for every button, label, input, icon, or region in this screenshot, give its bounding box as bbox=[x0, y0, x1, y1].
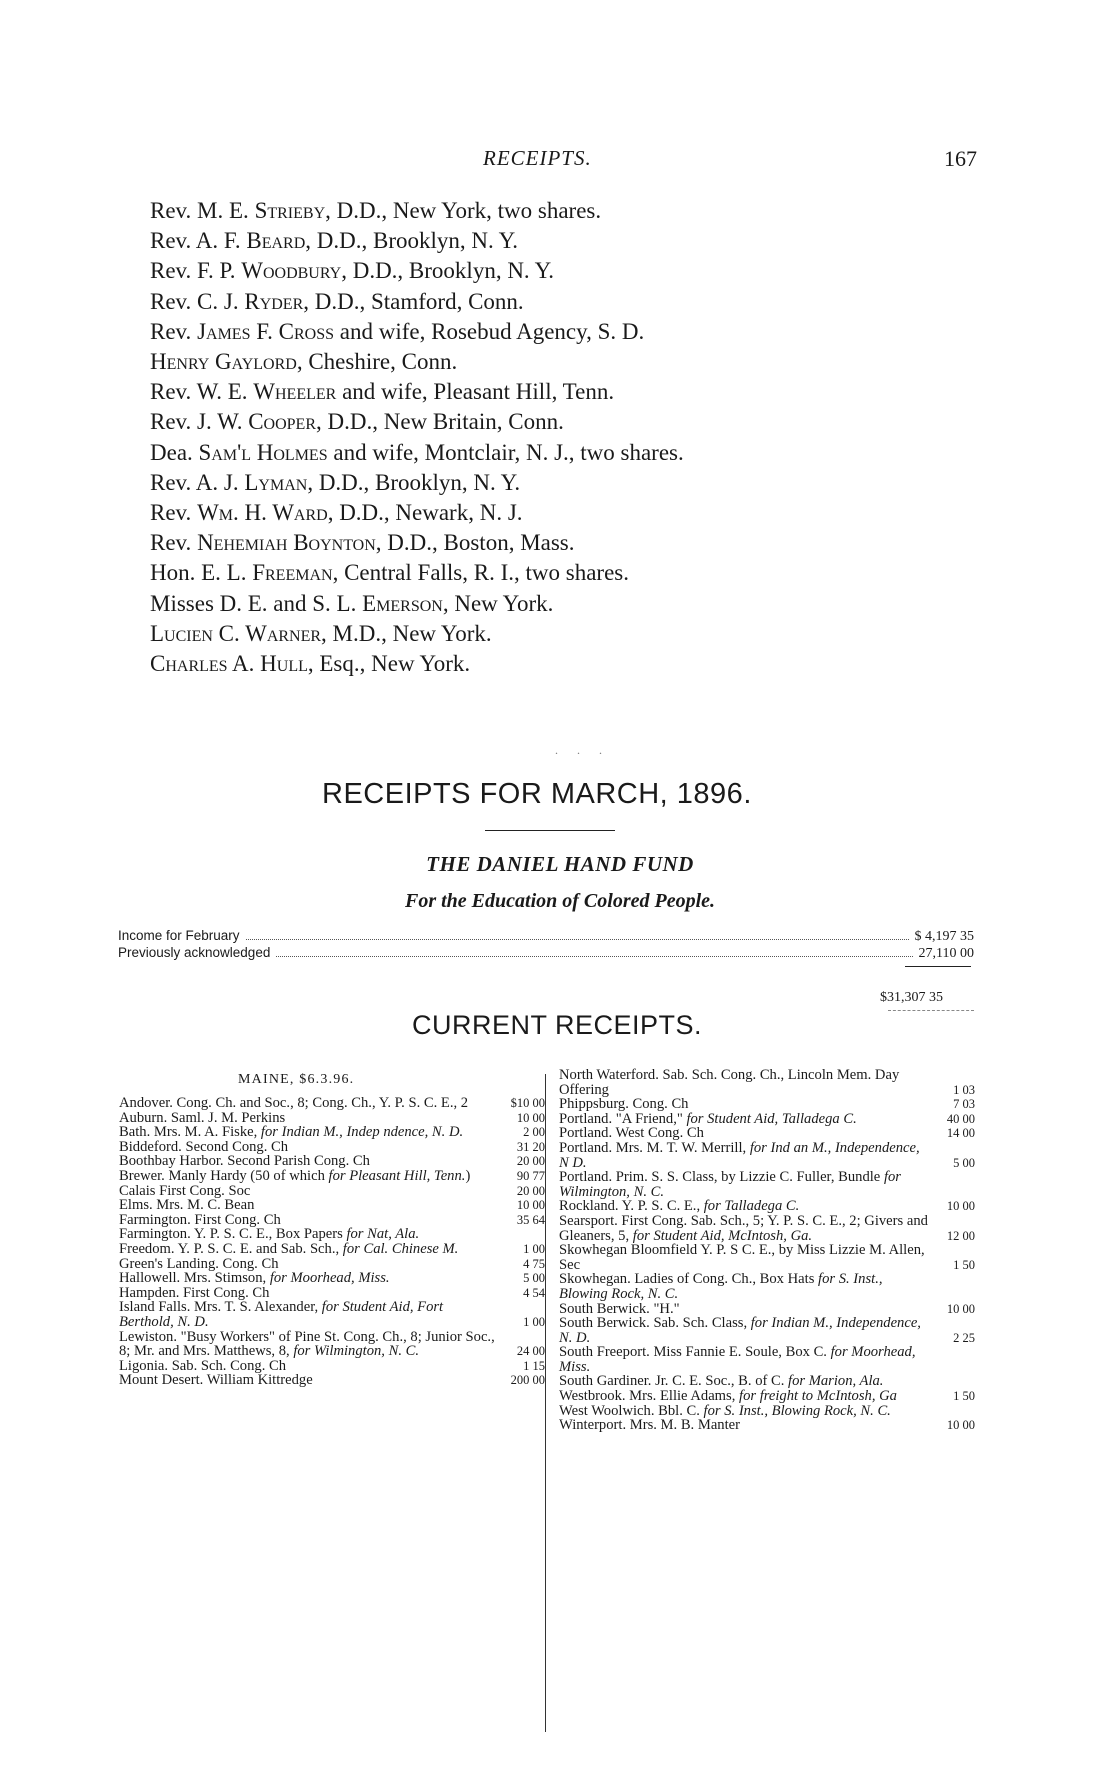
donor-line bbox=[150, 649, 1050, 679]
receipt-donor: Rockland. Y. P. S. C. E., bbox=[559, 1198, 704, 1215]
leader-dots bbox=[246, 929, 909, 940]
receipt-amount: 40 00 bbox=[946, 1111, 975, 1126]
receipt-text bbox=[119, 1330, 495, 1359]
receipt-text bbox=[559, 1418, 931, 1433]
receipt-amount: 1 00 bbox=[523, 1314, 545, 1329]
receipt-entry bbox=[119, 1213, 545, 1228]
donor-line bbox=[150, 528, 1050, 558]
receipt-entry bbox=[119, 1227, 545, 1242]
receipt-donor: Hallowell. Mrs. Stimson, bbox=[119, 1270, 270, 1287]
receipt-donor: Phippsburg. Cong. Ch bbox=[559, 1096, 689, 1113]
donor-name: Wm. H. Ward bbox=[197, 500, 328, 526]
receipt-amount: 1 50 bbox=[953, 1389, 975, 1404]
donor-line bbox=[150, 468, 1050, 498]
receipt-donor: Skowhegan. Ladies of Cong. Ch., Box Hats bbox=[559, 1271, 819, 1288]
receipt-amount: 1 03 bbox=[953, 1082, 975, 1097]
receipt-text bbox=[559, 1068, 931, 1097]
receipt-donor: Ligonia. Sab. Sch. Cong. Ch bbox=[119, 1357, 287, 1374]
receipt-entry bbox=[559, 1418, 975, 1433]
receipt-donor: Auburn. Saml. J. M. Perkins bbox=[119, 1109, 286, 1126]
divider bbox=[485, 830, 615, 831]
receipt-entry bbox=[559, 1170, 975, 1199]
receipt-donor: South Gardiner. Jr. C. E. Soc., B. of C. bbox=[559, 1373, 789, 1390]
state-heading: MAINE, $6.3.96. bbox=[238, 1072, 355, 1087]
receipt-amount: 5 00 bbox=[953, 1155, 975, 1170]
receipt-amount: 10 00 bbox=[946, 1199, 975, 1214]
receipt-text bbox=[559, 1243, 931, 1272]
previous-label: Previously acknowledged bbox=[118, 945, 271, 960]
receipt-text bbox=[119, 1111, 495, 1126]
fund-ledger bbox=[118, 928, 974, 962]
receipt-amount: 31 20 bbox=[516, 1139, 545, 1154]
receipt-donor: Andover. Cong. Ch. and Soc., 8; Cong. Ch., Y. P. S. C. E., 2 bbox=[119, 1095, 469, 1111]
receipt-donor: Mount Desert. William Kittredge bbox=[119, 1372, 313, 1389]
receipt-text bbox=[119, 1300, 495, 1329]
receipt-text bbox=[559, 1374, 931, 1389]
receipt-amount: 1 15 bbox=[523, 1358, 545, 1373]
sum-rule bbox=[905, 966, 971, 967]
receipt-text bbox=[559, 1302, 931, 1317]
receipt-text bbox=[559, 1097, 931, 1112]
donor-details: , Esq., New York. bbox=[307, 651, 471, 677]
receipt-text bbox=[559, 1214, 931, 1243]
receipt-amount: 24 00 bbox=[516, 1344, 545, 1359]
receipt-entry bbox=[119, 1330, 545, 1359]
donor-title: Misses D. E. and S. L. bbox=[150, 590, 363, 616]
donor-name: Freeman bbox=[252, 560, 333, 586]
receipt-donor: Portland. Prim. S. S. Class, by Lizzie C. Fuller, Bundle bbox=[559, 1169, 884, 1186]
receipt-donor: Bath. Mrs. M. A. Fiske, bbox=[119, 1124, 261, 1141]
running-title: RECEIPTS. bbox=[483, 146, 592, 170]
receipt-amount: 4 75 bbox=[523, 1256, 545, 1271]
donor-details: , D.D., New York, two shares. bbox=[325, 198, 602, 223]
receipt-donor: Brewer. Manly Hardy (50 of which bbox=[119, 1167, 329, 1184]
receipt-designation: for Wilmington, N. C. bbox=[293, 1343, 419, 1360]
donor-line bbox=[150, 196, 1050, 226]
donor-details: , D.D., New Britain, Conn. bbox=[316, 409, 564, 435]
receipt-text bbox=[119, 1125, 495, 1140]
receipt-donor: Lewiston. "Busy Workers" of Pine St. Cong. Ch., 8; Junior Soc., 8; Mr. and Mrs. Matthews, 8, bbox=[119, 1328, 495, 1360]
column-divider bbox=[545, 1074, 546, 1732]
donor-title: Rev. W. E. bbox=[150, 379, 254, 405]
receipt-entry bbox=[119, 1096, 545, 1111]
receipt-entry bbox=[119, 1184, 545, 1199]
donor-details: and wife, Montclair, N. J., two shares. bbox=[327, 439, 684, 465]
receipt-entry bbox=[119, 1373, 545, 1388]
donor-title: Rev. F. P. bbox=[150, 258, 242, 284]
donor-title: Rev. A. F. bbox=[150, 228, 247, 254]
receipt-donor: Portland. West Cong. Ch bbox=[559, 1125, 704, 1142]
running-header bbox=[0, 146, 1120, 176]
donor-details: , D.D., Brooklyn, N. Y. bbox=[305, 228, 519, 254]
receipt-text bbox=[119, 1373, 495, 1388]
receipt-entry bbox=[559, 1068, 975, 1097]
receipt-text bbox=[119, 1359, 495, 1374]
donor-details: , Central Falls, R. I., two shares. bbox=[332, 560, 629, 586]
receipt-designation: for Indian M., Indep ndence, N. D. bbox=[260, 1124, 464, 1141]
donor-name: Charles A. Hull bbox=[150, 651, 308, 677]
receipt-designation: for Moorhead, Miss. bbox=[269, 1270, 390, 1287]
receipt-designation: for freight to McIntosh, Ga bbox=[739, 1388, 897, 1405]
donor-line bbox=[150, 407, 1050, 437]
fund-total: $31,307 35 bbox=[880, 990, 943, 1005]
receipts-right-column bbox=[559, 1068, 975, 1433]
receipt-text bbox=[559, 1170, 931, 1199]
receipt-amount: 12 00 bbox=[946, 1228, 975, 1243]
receipt-amount: 2 00 bbox=[523, 1125, 545, 1140]
receipt-entry bbox=[559, 1112, 975, 1127]
donor-details: and wife, Rosebud Agency, S. D. bbox=[334, 318, 645, 344]
receipt-text bbox=[119, 1242, 495, 1257]
receipt-entry bbox=[119, 1286, 545, 1301]
donor-line bbox=[150, 498, 1050, 528]
receipt-entry bbox=[119, 1169, 545, 1184]
receipt-designation: for Nat, Ala. bbox=[346, 1226, 420, 1243]
donor-name: Lucien C. Warner bbox=[150, 620, 322, 646]
donor-line bbox=[150, 256, 1050, 286]
receipt-donor: Portland. Mrs. M. T. W. Merrill, bbox=[559, 1139, 750, 1156]
receipt-text bbox=[559, 1199, 931, 1214]
total-rule bbox=[888, 1010, 974, 1012]
receipt-text bbox=[119, 1286, 495, 1301]
receipt-text bbox=[119, 1213, 495, 1228]
donor-title: Rev. M. E. bbox=[150, 198, 255, 223]
donor-line bbox=[150, 287, 1050, 317]
donor-details: , M.D., New York. bbox=[321, 620, 492, 646]
receipt-designation: for Pleasant Hill, Tenn. bbox=[328, 1167, 466, 1184]
receipt-designation: for Marion, Ala. bbox=[788, 1373, 884, 1390]
donor-title: Rev. bbox=[150, 500, 198, 526]
donor-name: Beard bbox=[246, 228, 306, 254]
receipt-donor: Farmington. First Cong. Ch bbox=[119, 1211, 281, 1228]
donor-name: Emerson bbox=[362, 590, 443, 616]
receipt-text bbox=[559, 1126, 931, 1141]
receipt-entry bbox=[559, 1141, 975, 1170]
income-amount: $ 4,197 35 bbox=[914, 929, 974, 944]
receipt-amount: 4 54 bbox=[523, 1285, 545, 1300]
donor-title: Rev. C. J. bbox=[150, 288, 245, 314]
receipt-text bbox=[119, 1169, 495, 1184]
donor-line bbox=[150, 226, 1050, 256]
receipt-text bbox=[119, 1257, 495, 1272]
section-ornament: . . . bbox=[555, 743, 610, 757]
receipt-entry bbox=[559, 1389, 975, 1404]
receipt-entry bbox=[559, 1302, 975, 1317]
donor-name: Henry Gaylord bbox=[150, 349, 297, 375]
ledger-row-income bbox=[118, 928, 974, 945]
receipt-donor: Westbrook. Mrs. Ellie Adams, bbox=[559, 1388, 740, 1405]
donor-name: Strieby bbox=[254, 198, 326, 223]
receipt-text bbox=[119, 1271, 495, 1286]
donor-list bbox=[150, 196, 1050, 679]
receipt-entry bbox=[119, 1271, 545, 1286]
donor-line bbox=[150, 347, 1050, 377]
receipt-donor: Calais First Cong. Soc bbox=[119, 1182, 251, 1199]
receipt-entry bbox=[559, 1243, 975, 1272]
receipt-amount: 200 00 bbox=[510, 1373, 545, 1388]
donor-name: Ryder bbox=[244, 288, 304, 314]
donor-line bbox=[150, 558, 1050, 588]
page-number: 167 bbox=[944, 146, 977, 171]
receipt-donor: Elms. Mrs. M. C. Bean bbox=[119, 1197, 255, 1214]
donor-line bbox=[150, 317, 1050, 347]
receipt-donor: South Berwick. Sab. Sch. Class, bbox=[559, 1315, 751, 1332]
receipt-text bbox=[559, 1272, 931, 1301]
receipt-entry bbox=[559, 1404, 975, 1419]
receipt-donor: Winterport. Mrs. M. B. Manter bbox=[559, 1417, 740, 1434]
donor-title: Rev. bbox=[150, 318, 198, 344]
receipt-entry bbox=[119, 1140, 545, 1155]
receipt-donor: Island Falls. Mrs. T. S. Alexander, bbox=[119, 1299, 322, 1316]
current-receipts-title: CURRENT RECEIPTS. bbox=[412, 1010, 703, 1040]
receipt-entry bbox=[119, 1257, 545, 1272]
donor-name: Woodbury bbox=[241, 258, 342, 284]
receipt-text bbox=[119, 1198, 495, 1213]
donor-details: , Cheshire, Conn. bbox=[296, 349, 458, 375]
receipt-designation: for Indian M., Independence, N. D. bbox=[559, 1315, 921, 1346]
receipt-text bbox=[119, 1184, 495, 1199]
fund-subtitle: For the Education of Colored People. bbox=[405, 890, 715, 912]
receipt-text bbox=[559, 1345, 931, 1374]
receipt-donor: South Freeport. Miss Fannie E. Soule, Box C. bbox=[559, 1344, 831, 1361]
receipt-designation: for Talladega C. bbox=[703, 1198, 800, 1215]
receipt-entry bbox=[119, 1154, 545, 1169]
receipt-text bbox=[119, 1140, 495, 1155]
receipt-amount: 20 00 bbox=[516, 1154, 545, 1169]
donor-name: Wheeler bbox=[253, 379, 337, 405]
donor-title: Rev. bbox=[150, 530, 198, 556]
receipt-amount: 1 00 bbox=[523, 1241, 545, 1256]
receipt-amount: 5 00 bbox=[523, 1271, 545, 1286]
donor-details: , D.D., Stamford, Conn. bbox=[303, 288, 524, 314]
donor-details: , D.D., Brooklyn, N. Y. bbox=[341, 258, 554, 284]
receipt-entry bbox=[559, 1316, 975, 1345]
receipt-entry bbox=[119, 1198, 545, 1213]
receipt-amount: 90 77 bbox=[516, 1168, 545, 1183]
donor-title: Rev. A. J. bbox=[150, 469, 245, 495]
receipt-text bbox=[119, 1154, 495, 1169]
donor-name: James F. Cross bbox=[197, 318, 335, 344]
receipt-text bbox=[559, 1112, 931, 1127]
receipt-entry bbox=[559, 1345, 975, 1374]
receipt-donor: West Woolwich. Bbl. C. bbox=[559, 1402, 704, 1419]
receipt-designation: for Cal. Chinese M. bbox=[342, 1240, 459, 1257]
donor-title: Rev. J. W. bbox=[150, 409, 249, 435]
donor-line bbox=[150, 619, 1050, 649]
receipt-amount: $10 00 bbox=[510, 1096, 545, 1110]
receipt-designation: for S. Inst., Blowing Rock, N. C. bbox=[559, 1271, 883, 1302]
receipt-text bbox=[559, 1404, 931, 1419]
receipt-text bbox=[559, 1389, 931, 1404]
receipt-suffix: ) bbox=[465, 1167, 471, 1184]
receipt-amount: 10 00 bbox=[946, 1301, 975, 1316]
receipt-amount: 1 50 bbox=[953, 1257, 975, 1272]
receipt-designation: for Student Aid, Fort Berthold, N. D. bbox=[119, 1299, 444, 1330]
leader-dots bbox=[276, 946, 912, 957]
receipt-donor: Boothbay Harbor. Second Parish Cong. Ch bbox=[119, 1153, 370, 1170]
receipt-donor: Searsport. First Cong. Sab. Sch., 5; Y. P. S. C. E., 2; Givers and Gleaners, 5, bbox=[559, 1212, 928, 1244]
receipt-amount: 10 00 bbox=[516, 1198, 545, 1213]
receipt-donor: Farmington. Y. P. S. C. E., Box Papers bbox=[119, 1226, 347, 1243]
receipt-donor: Hampden. First Cong. Ch bbox=[119, 1284, 270, 1301]
receipt-amount: 14 00 bbox=[946, 1126, 975, 1141]
receipt-amount: 10 00 bbox=[946, 1418, 975, 1433]
receipt-amount: 2 25 bbox=[953, 1330, 975, 1345]
receipt-donor: Green's Landing. Cong. Ch bbox=[119, 1255, 279, 1272]
receipt-entry bbox=[559, 1126, 975, 1141]
income-label: Income for February bbox=[118, 928, 240, 943]
donor-name: Lyman bbox=[244, 469, 308, 495]
receipt-designation: for Student Aid, Talladega C. bbox=[686, 1110, 857, 1127]
section-title: RECEIPTS FOR MARCH, 1896. bbox=[322, 778, 752, 810]
receipt-amount: 20 00 bbox=[516, 1183, 545, 1198]
receipt-text bbox=[559, 1316, 931, 1345]
receipt-entry bbox=[559, 1199, 975, 1214]
receipt-entry bbox=[119, 1125, 545, 1140]
receipt-entry bbox=[559, 1214, 975, 1243]
donor-name: Nehemiah Boynton bbox=[197, 530, 376, 556]
receipt-donor: Freedom. Y. P. S. C. E. and Sab. Sch., bbox=[119, 1240, 343, 1257]
receipt-amount: 10 00 bbox=[516, 1110, 545, 1125]
donor-line bbox=[150, 438, 1050, 468]
receipt-text bbox=[559, 1141, 931, 1170]
receipt-donor: South Berwick. "H." bbox=[559, 1300, 680, 1317]
receipt-entry bbox=[119, 1359, 545, 1374]
receipt-designation: for Moorhead, Miss. bbox=[559, 1344, 916, 1375]
receipt-entry bbox=[119, 1111, 545, 1126]
receipts-left-column bbox=[119, 1096, 545, 1388]
donor-details: , New York. bbox=[442, 590, 554, 616]
receipt-amount: 35 64 bbox=[516, 1212, 545, 1227]
donor-title: Dea. bbox=[150, 439, 199, 465]
donor-details: , D.D., Newark, N. J. bbox=[327, 500, 523, 526]
receipt-donor: Skowhegan Bloomfield Y. P. S C. E., by Miss Lizzie M. Allen, Sec bbox=[559, 1242, 925, 1273]
receipt-designation: for Ind an M., Independence, N D. bbox=[559, 1139, 920, 1171]
receipt-donor: Biddeford. Second Cong. Ch bbox=[119, 1138, 289, 1155]
previous-amount: 27,110 00 bbox=[918, 946, 974, 961]
fund-title: THE DANIEL HAND FUND bbox=[426, 852, 694, 876]
donor-name: Cooper bbox=[248, 409, 316, 435]
receipt-entry bbox=[559, 1272, 975, 1301]
receipt-designation: for Student Aid, McIntosh, Ga. bbox=[632, 1227, 813, 1244]
donor-details: , D.D., Boston, Mass. bbox=[375, 530, 575, 556]
receipt-entry bbox=[119, 1300, 545, 1329]
ledger-row-previous bbox=[118, 945, 974, 962]
receipt-donor: North Waterford. Sab. Sch. Cong. Ch., Lincoln Mem. Day Offering bbox=[559, 1067, 900, 1098]
donor-title: Hon. E. L. bbox=[150, 560, 253, 586]
receipt-amount: 7 03 bbox=[953, 1097, 975, 1112]
receipt-designation: for Wilmington, N. C. bbox=[559, 1169, 901, 1200]
receipt-entry bbox=[119, 1242, 545, 1257]
receipt-designation: for S. Inst., Blowing Rock, N. C. bbox=[703, 1402, 891, 1419]
receipt-text bbox=[119, 1227, 495, 1242]
receipt-text bbox=[119, 1096, 495, 1111]
donor-line bbox=[150, 377, 1050, 407]
receipt-entry bbox=[559, 1097, 975, 1112]
receipt-entry bbox=[559, 1374, 975, 1389]
donor-name: Sam'l Holmes bbox=[198, 439, 328, 465]
donor-details: and wife, Pleasant Hill, Tenn. bbox=[336, 379, 615, 405]
receipt-donor: Portland. "A Friend," bbox=[559, 1110, 687, 1127]
donor-line bbox=[150, 589, 1050, 619]
donor-details: , D.D., Brooklyn, N. Y. bbox=[307, 469, 521, 495]
